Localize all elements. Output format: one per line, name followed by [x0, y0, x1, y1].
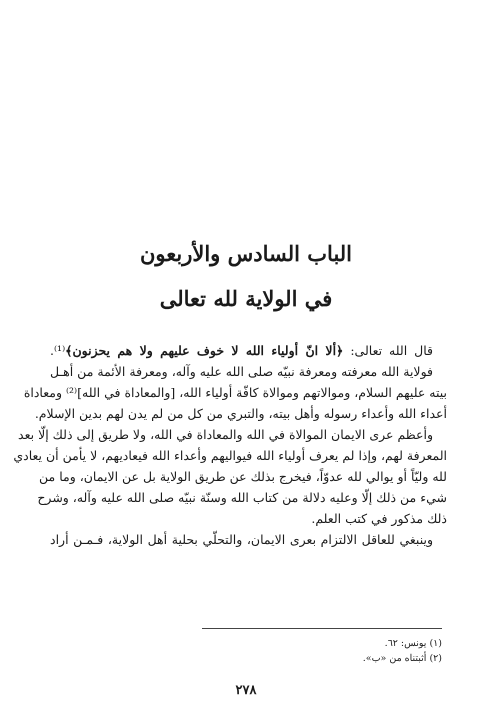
body-line: المعرفة لهم، وإذا لم يعرف أولياء الله فيواليهم وأعداء الله فيعاديهم، لا يأمن أن يعادي [13, 448, 447, 463]
quran-verse: ﴿ألا انّ أولياء الله لا خوف عليهم ولا هم يحزنون﴾ [65, 343, 344, 358]
body-line: بيته عليهم السلام، وموالاتهم وموالاة كافّة أولياء الله، [والمعاداة في الله]⁽²⁾ ومعاداة [23, 385, 447, 400]
chapter-title: الباب السادس والأربعون [139, 241, 353, 266]
body-line: وأعظم عرى الايمان الموالاة في الله والمعاداة في الله، ولا طريق إلى ذلك إلّا بعد [18, 427, 433, 442]
footnote-separator [202, 628, 442, 629]
body-line: وينبغي للعاقل الالتزام بعرى الايمان، والتحلّي بحلية أهل الولاية، فـمـن أراد [50, 532, 433, 547]
body-text [13, 340, 447, 550]
verse-intro: قال الله تعالى: [343, 343, 434, 358]
footnote: (١) يونس: ٦٢. [384, 638, 442, 649]
body-line [50, 340, 447, 361]
footnote: (٢) أثبتناه من «ب». [362, 653, 442, 664]
body-line: فولاية الله معرفته ومعرفة نبيّه صلى الله عليه وآله، ومعرفة الأئمة من أهـل [50, 364, 433, 379]
chapter-subtitle: في الولاية لله تعالى [159, 286, 333, 311]
footnote-ref: ⁽¹⁾. [50, 343, 66, 358]
body-line: ذلك مذكور في كتب العلم. [311, 511, 447, 526]
body-line: شيء من ذلك إلّا وعليه دلالة من كتاب الله وسنّة نبيّه صلى الله عليه وآله، وشرح [37, 490, 447, 505]
body-line: أعداء الله وأعداء رسوله وأهل بيته، والتبري من كل من لم يدن لهم بدين الإسلام. [34, 406, 447, 421]
page-number: ٢٧٨ [235, 683, 257, 698]
footnotes [45, 636, 442, 666]
body-line: لله وليّاً أو يوالي لله عدوّاً، فيخرج بذلك عن طريق الولاية بل عن الايمان، وما من [39, 469, 447, 484]
